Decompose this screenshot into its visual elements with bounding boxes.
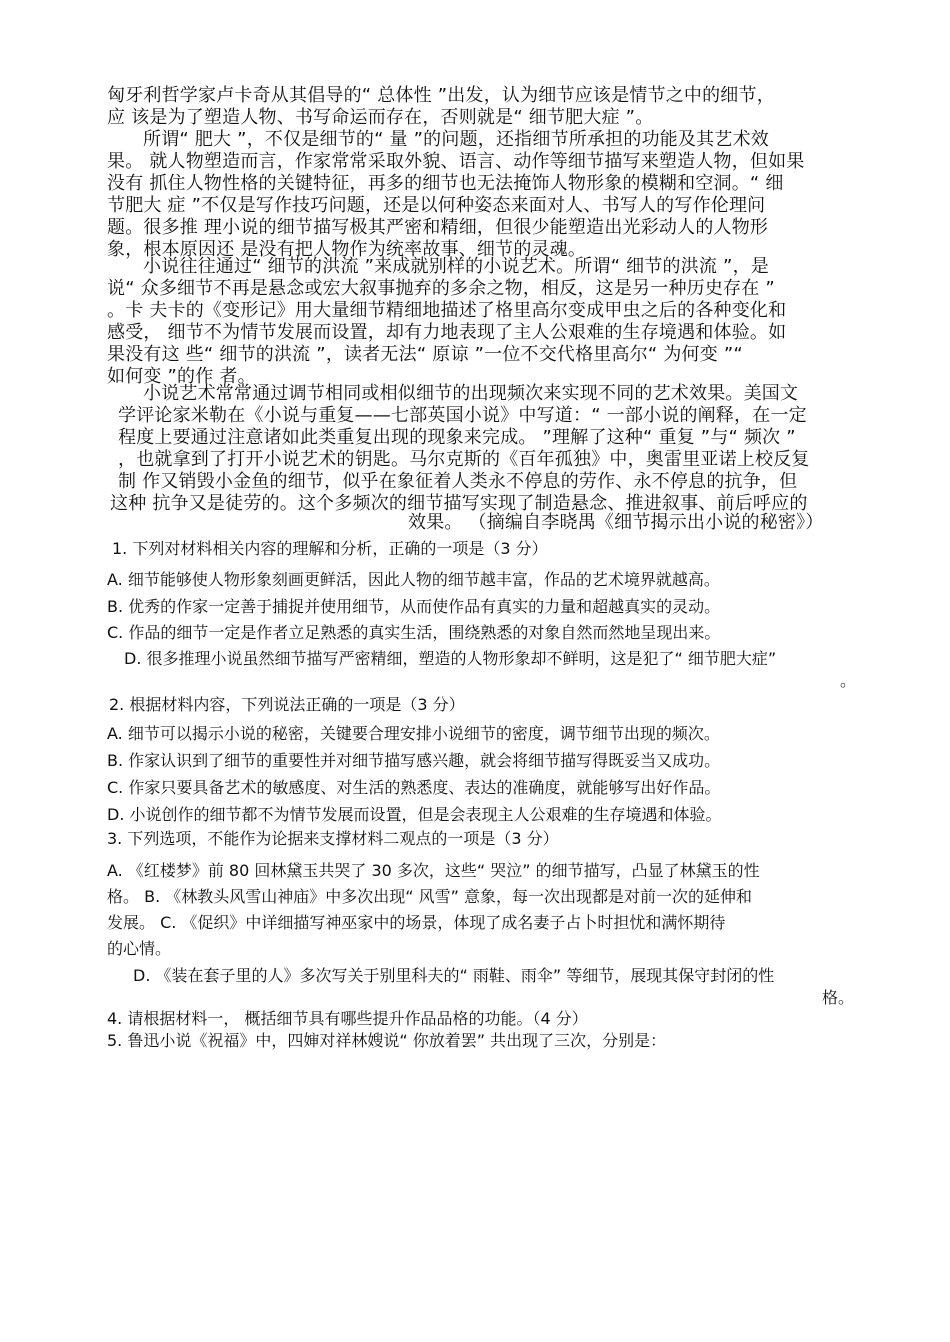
question-2-option-a: A. 细节可以揭示小说的秘密，关键要合理安排小说细节的密度，调节细节出现的频次。 [107,724,720,743]
question-2-option-c: C. 作家只要具备艺术的敏感度、对生活的熟悉度、表达的准确度，就能够写出好作品。 [107,778,721,797]
question-1-option-d-end: 。 [840,671,857,690]
passage-p4-line-1: 小说艺术常常通过调节相同或相似细节的出现频次来实现不同的艺术效果。美国文 [143,383,799,404]
question-2-option-d: D. 小说创作的细节都不为情节发展而设置，但是会表现主人公艰难的生存境遇和体验。 [107,805,722,824]
passage-p4-line-2: 学评论家米勒在《小说与重复——七部英国小说》中写道：“ 一部小说的阐释，在一定 [118,405,807,426]
passage-p1-line-2: 应 该是为了塑造人物、书写命运而存在，否则就是“ 细节肥大症 ”。 [107,107,654,128]
passage-source-citation: 效果。 （摘编自李晓禺《细节揭示出小说的秘密》） [408,512,824,533]
question-3-option-d: D. 《装在套子里的人》多次写关于别里科夫的“ 雨鞋、雨伞” 等细节，展现其保守封闭的性 [133,966,775,985]
passage-p3-line-6: 如何变 ”的作 者。 [107,366,256,387]
question-3-line-2: 格。 B. 《林教头风雪山神庙》中多次出现“ 风雪” 意象，每一次出现都是对前一次的延伸和 [107,887,752,906]
passage-p4-line-4: ，也就拿到了打开小说艺术的钥匙。马尔克斯的《百年孤独》中，奥雷里亚诺上校反复 [118,449,810,470]
passage-p3-line-3: 。卡 夫卡的《变形记》用大量细节精细地描述了格里高尔变成甲虫之后的各种变化和 [107,300,787,321]
question-3-line-3: 发展。 C. 《促织》中详细描写神巫家中的场景，体现了成名妻子占卜时担忧和满怀期待 [107,913,726,932]
passage-p2-line-1: 所谓“ 肥大 ”，不仅是细节的“ 量 ”的问题，还指细节所承担的功能及其艺术效 [143,129,769,150]
passage-p2-line-2: 果。 就人物塑造而言，作家常常采取外貌、语言、动作等细节描写来塑造人物，但如果 [107,151,805,172]
question-2-stem: 2. 根据材料内容，下列说法正确的一项是（3 分） [109,695,465,714]
question-1-option-d: D. 很多推理小说虽然细节描写严密精细，塑造的人物形象却不鲜明，这是犯了“ 细节肥大症” [124,649,777,668]
question-2-option-b: B. 作家认识到了细节的重要性并对细节描写感兴趣，就会将细节描写得既妥当又成功。 [107,751,721,770]
passage-p3-line-2: 说“ 众多细节不再是悬念或宏大叙事抛弃的多余之物，相反，这是另一种历史存在 ” [107,278,775,299]
question-1-option-c: C. 作品的细节一定是作者立足熟悉的真实生活，围绕熟悉的对象自然而然地呈现出来。 [107,623,721,642]
passage-p2-line-6: 象，根本原因还 是没有把人物作为统率故事、细节的灵魂。 [107,239,587,260]
question-3-option-d-end: 格。 [822,988,855,1007]
question-1-stem: 1. 下列对材料相关内容的理解和分析，正确的一项是（3 分） [112,539,548,558]
passage-p4-line-3: 程度上要通过注意诸如此类重复出现的现象来完成。 ”理解了这种“ 重复 ”与“ 频次 ” [118,427,796,448]
question-3-stem: 3. 下列选项，不能作为论据来支撑材料二观点的一项是（3 分） [107,829,559,848]
question-4-stem: 4. 请根据材料一， 概括细节具有哪些提升作品品格的功能。（4 分） [107,1009,588,1028]
passage-p3-line-4: 感受， 细节不为情节发展而设置，却有力地表现了主人公艰难的生存境遇和体验。如 [107,322,787,343]
question-1-option-b: B. 优秀的作家一定善于捕捉并使用细节，从而使作品有真实的力量和超越真实的灵动。 [107,597,721,616]
passage-p1-line-1: 匈牙利哲学家卢卡奇从其倡导的“ 总体性 ”出发，认为细节应该是情节之中的细节， [107,85,775,106]
passage-p3-line-5: 果没有这 些“ 细节的洪流 ”，读者无法“ 原谅 ”一位不交代格里高尔“ 为何变 ”“ [107,344,743,365]
question-3-line-4: 的心情。 [107,939,172,958]
question-5-stem: 5. 鲁迅小说《祝福》中，四婶对祥林嫂说“ 你放着罢” 共出现了三次，分别是： [107,1031,667,1050]
passage-p4-line-6: 这种 抗争又是徒劳的。这个多频次的细节描写实现了制造悬念、推进叙事、前后呼应的 [110,493,808,514]
passage-p3-line-1: 小说往往通过“ 细节的洪流 ”来成就别样的小说艺术。所谓“ 细节的洪流 ”，是 [143,256,769,277]
passage-p2-line-3: 没有 抓住人物性格的关键特征，再多的细节也无法掩饰人物形象的模糊和空洞。“ 细 [107,173,784,194]
question-1-option-a: A. 细节能够使人物形象刻画更鲜活，因此人物的细节越丰富，作品的艺术境界就越高。 [107,570,720,589]
passage-p2-line-5: 题。很多推 理小说的细节描写极其严密和精细，但很少能塑造出光彩动人的人物形 [107,217,769,238]
question-3-line-1: A. 《红楼梦》前 80 回林黛玉共哭了 30 多次，这些“ 哭泣” 的细节描写，凸显了林黛玉的性 [107,861,760,880]
passage-p2-line-4: 节肥大 症 ”不仅是写作技巧问题，还是以何种姿态来面对人、书写人的写作伦理问 [107,195,766,216]
passage-p4-line-5: 制 作又销毁小金鱼的细节，似乎在象征着人类永不停息的劳作、永不停息的抗争，但 [118,471,798,492]
